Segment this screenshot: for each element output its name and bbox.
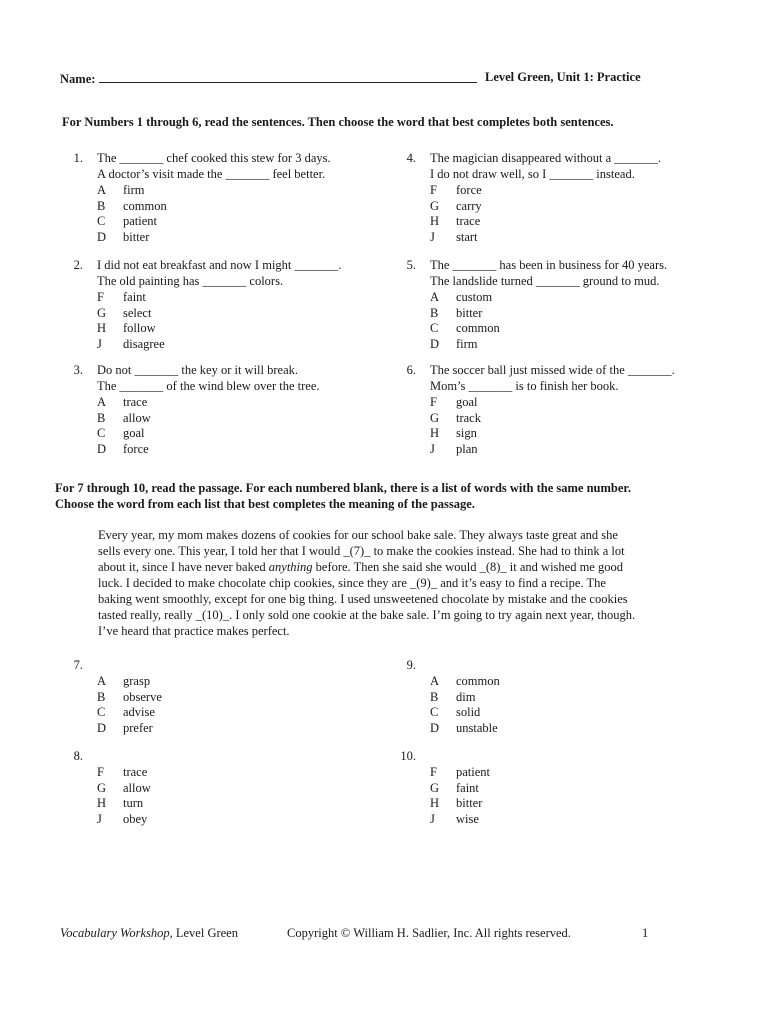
answer-option[interactable]: [430, 426, 477, 441]
question-sentence: I did not eat breakfast and now I might _______.: [97, 258, 342, 272]
question-sentence: The soccer ball just missed wide of the _______.: [430, 363, 675, 377]
answer-word: bitter: [456, 796, 483, 811]
answer-letter: G: [430, 410, 440, 425]
answer-letter: B: [97, 198, 106, 213]
answer-word: advise: [123, 705, 155, 720]
answer-letter: H: [430, 796, 440, 811]
answer-letter: A: [430, 290, 440, 304]
answer-word: turn: [123, 796, 144, 811]
answer-letter: G: [430, 198, 440, 213]
question-number: 2.: [73, 258, 83, 272]
answer-option[interactable]: [430, 781, 479, 796]
passage-emphasis: anything: [268, 560, 313, 574]
answer-option[interactable]: [97, 306, 151, 321]
answer-word: solid: [456, 705, 481, 720]
name-label: Name:: [60, 72, 96, 86]
answer-letter: F: [430, 395, 437, 409]
question-number: 6.: [406, 363, 416, 377]
answer-letter: A: [97, 395, 107, 409]
answer-option[interactable]: [430, 705, 480, 720]
answer-option[interactable]: [97, 690, 162, 705]
answer-word: allow: [123, 780, 151, 795]
answer-option[interactable]: [430, 230, 478, 245]
answer-option[interactable]: [97, 183, 145, 198]
answer-option[interactable]: [430, 796, 482, 811]
answer-word: firm: [123, 183, 145, 197]
answer-option[interactable]: [97, 290, 146, 305]
answer-letter: B: [430, 689, 439, 704]
answer-letter: J: [97, 336, 102, 351]
answer-letter: D: [97, 441, 107, 456]
answer-option[interactable]: [97, 796, 143, 811]
question-sentence: A doctor’s visit made the _______ feel better.: [97, 167, 326, 181]
answer-word: trace: [456, 214, 481, 229]
answer-option[interactable]: [430, 290, 492, 305]
answer-letter: H: [430, 426, 440, 441]
answer-option[interactable]: [97, 321, 156, 336]
answer-option[interactable]: [430, 337, 478, 352]
answer-word: firm: [456, 336, 478, 351]
footer-copyright: Copyright © William H. Sadlier, Inc. All rights reserved.: [287, 926, 571, 940]
answer-letter: D: [97, 229, 107, 244]
section2-instructions-line2: Choose the word from each list that best completes the meaning of the passage.: [55, 497, 475, 511]
answer-option[interactable]: [97, 337, 165, 352]
answer-option[interactable]: [430, 395, 478, 410]
answer-option[interactable]: [97, 214, 157, 229]
question-number: 1.: [73, 151, 83, 165]
answer-letter: G: [97, 305, 107, 320]
answer-word: common: [456, 674, 500, 688]
question-sentence: The _______ has been in business for 40 years.: [430, 258, 668, 272]
answer-letter: A: [97, 183, 107, 197]
section1-instructions: For Numbers 1 through 6, read the sentences. Then choose the word that best completes both sentences.: [62, 115, 614, 129]
question-sentence: I do not draw well, so I _______ instead.: [430, 167, 635, 181]
answer-letter: D: [430, 336, 440, 351]
answer-letter: J: [430, 441, 435, 456]
answer-word: goal: [456, 395, 478, 409]
answer-word: start: [456, 229, 478, 244]
answer-option[interactable]: [97, 411, 151, 426]
answer-option[interactable]: [430, 411, 481, 426]
answer-letter: D: [97, 720, 107, 735]
answer-letter: A: [97, 674, 107, 688]
answer-option[interactable]: [97, 781, 151, 796]
answer-letter: G: [97, 780, 107, 795]
answer-letter: F: [97, 765, 104, 779]
answer-option[interactable]: [97, 395, 147, 410]
answer-option[interactable]: [430, 721, 498, 736]
answer-option[interactable]: [430, 321, 500, 336]
answer-letter: H: [97, 796, 107, 811]
answer-word: common: [123, 198, 167, 213]
answer-word: sign: [456, 426, 477, 441]
question-number: 8.: [73, 749, 83, 763]
passage-text-part2: before. Then she said she would _(8)_ it and wished me good luck. I decided to make chocolate chip cookies, since they are _(9)_ and it’s easy to find a recipe. The baking went smoothly, except for one big thing. I used unsweetened chocolate by mistake and the cookies tasted really, really _(10)_. I only sold one cookie at the bake sale. I’m going to try again next year, though. I’ve heard that practice makes perfect.: [98, 560, 636, 638]
answer-letter: C: [430, 705, 439, 720]
footer-book: [60, 926, 238, 941]
answer-letter: D: [430, 720, 440, 735]
footer-book-level: , Level Green: [169, 926, 238, 940]
question-number: 4.: [406, 151, 416, 165]
answer-option[interactable]: [430, 812, 479, 827]
page-number: 1: [642, 926, 649, 940]
answer-option[interactable]: [430, 183, 482, 198]
question-number: 5.: [406, 258, 416, 272]
answer-letter: B: [97, 410, 106, 425]
answer-letter: B: [430, 305, 439, 320]
answer-word: goal: [123, 426, 145, 441]
answer-option[interactable]: [97, 812, 147, 827]
section2-instructions: [55, 480, 631, 512]
answer-word: wise: [456, 811, 479, 826]
answer-word: track: [456, 410, 481, 425]
answer-letter: J: [97, 811, 102, 826]
answer-option[interactable]: [97, 765, 147, 780]
worksheet-title: Level Green, Unit 1: Practice: [485, 70, 641, 84]
answer-option[interactable]: [430, 199, 482, 214]
passage-text-part1: Every year, my mom makes dozens of cookies for our school bake sale. They always taste great and she sells every one. This year, I told her that I would _(7)_ to make the cookies instead. She had to think a lot about it, since I have never baked: [98, 528, 625, 574]
answer-word: trace: [123, 765, 148, 779]
question-number: 7.: [73, 658, 83, 672]
answer-word: dim: [456, 689, 476, 704]
answer-letter: B: [97, 689, 106, 704]
answer-word: bitter: [456, 305, 483, 320]
answer-letter: F: [430, 765, 437, 779]
answer-word: plan: [456, 441, 478, 456]
answer-option[interactable]: [97, 721, 153, 736]
answer-option[interactable]: [430, 690, 475, 705]
answer-word: prefer: [123, 720, 153, 735]
name-field: [60, 70, 477, 87]
answer-word: common: [456, 321, 500, 336]
answer-letter: C: [97, 426, 106, 441]
answer-word: faint: [123, 290, 146, 304]
question-sentence: Do not _______ the key or it will break.: [97, 363, 299, 377]
answer-option[interactable]: [430, 306, 482, 321]
question-sentence: The _______ of the wind blew over the tree.: [97, 379, 320, 393]
answer-word: force: [456, 183, 482, 197]
name-blank-line: [99, 70, 477, 83]
answer-word: follow: [123, 321, 156, 336]
answer-option[interactable]: [97, 199, 167, 214]
answer-option[interactable]: [97, 230, 149, 245]
answer-word: unstable: [456, 720, 498, 735]
answer-word: obey: [123, 811, 148, 826]
answer-option[interactable]: [97, 705, 155, 720]
answer-word: grasp: [123, 674, 151, 688]
question-number: 9.: [406, 658, 416, 672]
answer-letter: F: [430, 183, 437, 197]
answer-word: patient: [456, 765, 491, 779]
answer-letter: G: [430, 780, 440, 795]
answer-word: custom: [456, 290, 493, 304]
answer-word: disagree: [123, 336, 165, 351]
answer-letter: C: [97, 214, 106, 229]
answer-word: trace: [123, 395, 148, 409]
question-sentence: The landslide turned _______ ground to mud.: [430, 274, 660, 288]
answer-word: carry: [456, 198, 482, 213]
answer-letter: C: [430, 321, 439, 336]
answer-option[interactable]: [430, 674, 500, 689]
answer-word: faint: [456, 780, 479, 795]
answer-option[interactable]: [97, 674, 150, 689]
answer-letter: H: [430, 214, 440, 229]
answer-option[interactable]: [97, 442, 149, 457]
answer-option[interactable]: [430, 214, 480, 229]
question-number: 10.: [400, 749, 416, 763]
answer-word: select: [123, 305, 152, 320]
section2-instructions-line1: For 7 through 10, read the passage. For each numbered blank, there is a list of words with the same number.: [55, 481, 631, 495]
question-sentence: The _______ chef cooked this stew for 3 days.: [97, 151, 331, 165]
answer-letter: J: [430, 811, 435, 826]
answer-letter: C: [97, 705, 106, 720]
answer-word: observe: [123, 689, 162, 704]
reading-passage: [98, 527, 638, 639]
answer-letter: A: [430, 674, 440, 688]
answer-letter: F: [97, 290, 104, 304]
answer-option[interactable]: [430, 765, 490, 780]
answer-word: allow: [123, 410, 151, 425]
answer-word: force: [123, 441, 149, 456]
answer-word: patient: [123, 214, 158, 229]
answer-option[interactable]: [97, 426, 145, 441]
answer-letter: H: [97, 321, 107, 336]
question-sentence: The magician disappeared without a _______.: [430, 151, 662, 165]
question-number: 3.: [73, 363, 83, 377]
answer-word: bitter: [123, 229, 150, 244]
footer-book-title: Vocabulary Workshop: [60, 926, 170, 940]
answer-option[interactable]: [430, 442, 478, 457]
question-sentence: The old painting has _______ colors.: [97, 274, 284, 288]
answer-letter: J: [430, 229, 435, 244]
question-sentence: Mom’s _______ is to finish her book.: [430, 379, 619, 393]
